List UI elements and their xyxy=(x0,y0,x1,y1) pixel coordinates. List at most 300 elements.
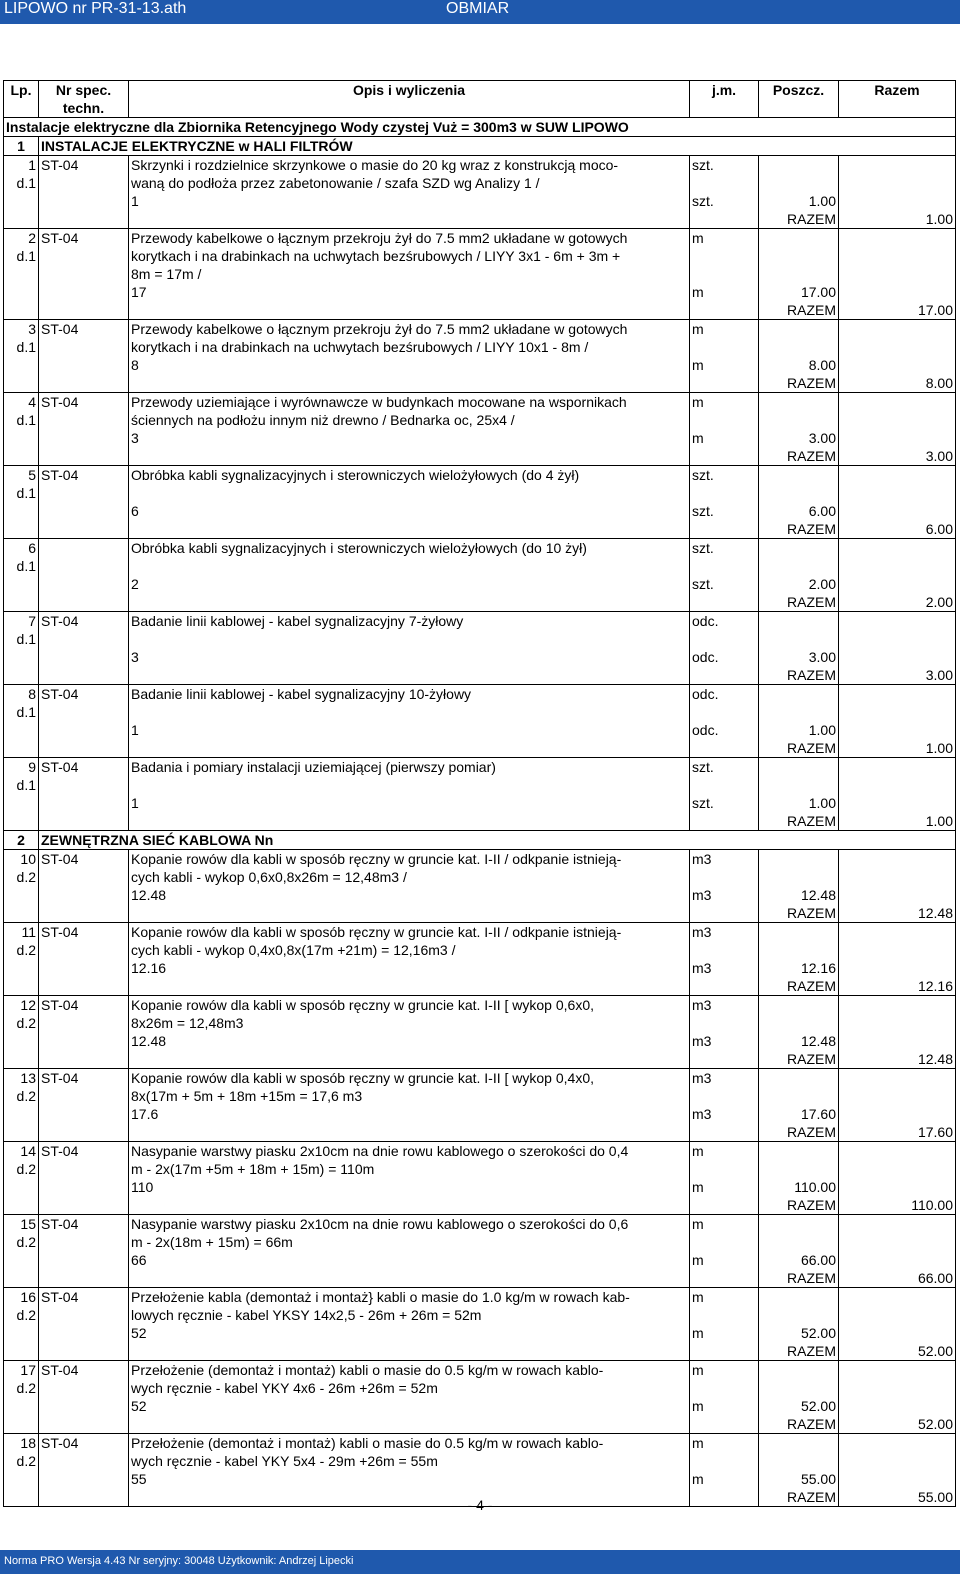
item-desc-row xyxy=(4,411,956,429)
calc-expression: 110 xyxy=(129,1178,690,1196)
item-desc-line: ściennych na podłożu innym niż drewno / Bednarka oc, 25x4 / xyxy=(129,411,690,429)
item-desc-line xyxy=(129,776,690,794)
file-name: LIPOWO nr PR-31-13.ath xyxy=(4,0,187,17)
calc-row xyxy=(4,1324,956,1342)
item-unit: szt. xyxy=(690,539,759,558)
item-spec xyxy=(39,721,129,739)
item-lp: 12 xyxy=(4,996,39,1015)
item-desc-line: Badanie linii kablowej - kabel sygnalizacyjny 7-żyłowy xyxy=(129,612,690,631)
empty-cell xyxy=(839,575,956,593)
empty-cell xyxy=(839,247,956,265)
item-unit: odc. xyxy=(690,685,759,704)
item-lp: d.1 xyxy=(4,174,39,192)
item-spec xyxy=(39,1233,129,1251)
calc-quantity: 52.00 xyxy=(759,1324,839,1342)
empty-cell xyxy=(4,1269,39,1288)
empty-cell xyxy=(129,1415,690,1434)
item-desc-line: cych kabli - wykop 0,6x0,8x26m = 12,48m3 / xyxy=(129,868,690,886)
razem-label: RAZEM xyxy=(759,904,839,923)
item-lp: d.2 xyxy=(4,1379,39,1397)
calc-expression: 3 xyxy=(129,648,690,666)
razem-total: 2.00 xyxy=(839,593,956,612)
empty-cell xyxy=(759,1288,839,1307)
item-lp: d.1 xyxy=(4,411,39,429)
empty-cell xyxy=(839,1361,956,1380)
item-spec xyxy=(39,484,129,502)
item-lp: 1 xyxy=(4,156,39,175)
empty-cell xyxy=(129,904,690,923)
item-desc-row xyxy=(4,174,956,192)
empty-cell xyxy=(759,247,839,265)
item-desc-line: wych ręcznie - kabel YKY 4x6 - 26m +26m = 52m xyxy=(129,1379,690,1397)
sum-row xyxy=(4,666,956,685)
empty-cell xyxy=(759,229,839,248)
calc-unit: m xyxy=(690,356,759,374)
item-spec: ST-04 xyxy=(39,1288,129,1307)
item-spec xyxy=(39,1014,129,1032)
empty-cell xyxy=(759,466,839,485)
empty-cell xyxy=(759,758,839,777)
calc-row xyxy=(4,1032,956,1050)
calc-quantity: 12.48 xyxy=(759,1032,839,1050)
empty-cell xyxy=(759,1361,839,1380)
header-jm: j.m. xyxy=(690,81,759,118)
item-lp xyxy=(4,959,39,977)
empty-cell xyxy=(839,557,956,575)
item-lp: 9 xyxy=(4,758,39,777)
empty-cell xyxy=(839,648,956,666)
item-lp: d.1 xyxy=(4,703,39,721)
item-spec: ST-04 xyxy=(39,1069,129,1088)
razem-label: RAZEM xyxy=(759,520,839,539)
empty-cell xyxy=(839,1452,956,1470)
item-row xyxy=(4,758,956,777)
empty-cell xyxy=(129,374,690,393)
item-desc-line: Kopanie rowów dla kabli w sposób ręczny w gruncie kat. I-II / odkpanie istnieją- xyxy=(129,923,690,942)
item-lp: 18 xyxy=(4,1434,39,1453)
item-desc-line: 8m = 17m / xyxy=(129,265,690,283)
razem-label: RAZEM xyxy=(759,1196,839,1215)
item-lp: d.1 xyxy=(4,338,39,356)
item-spec xyxy=(39,1306,129,1324)
razem-total: 12.16 xyxy=(839,977,956,996)
item-lp xyxy=(4,886,39,904)
empty-cell xyxy=(759,411,839,429)
item-lp: d.2 xyxy=(4,868,39,886)
item-unit xyxy=(690,1233,759,1251)
item-unit: m xyxy=(690,1142,759,1161)
calc-unit: m3 xyxy=(690,959,759,977)
empty-cell xyxy=(839,1087,956,1105)
razem-label: RAZEM xyxy=(759,210,839,229)
item-lp: d.2 xyxy=(4,1014,39,1032)
item-spec: ST-04 xyxy=(39,850,129,869)
item-lp: d.1 xyxy=(4,630,39,648)
item-row xyxy=(4,923,956,942)
item-row xyxy=(4,685,956,704)
razem-total: 52.00 xyxy=(839,1415,956,1434)
item-unit xyxy=(690,557,759,575)
item-unit xyxy=(690,1160,759,1178)
item-unit: m xyxy=(690,229,759,248)
empty-cell xyxy=(129,812,690,831)
calc-quantity: 52.00 xyxy=(759,1397,839,1415)
empty-cell xyxy=(759,1233,839,1251)
razem-label: RAZEM xyxy=(759,593,839,612)
empty-cell xyxy=(759,1087,839,1105)
item-lp xyxy=(4,794,39,812)
item-spec xyxy=(39,776,129,794)
empty-cell xyxy=(759,941,839,959)
item-desc-line: korytkach i na drabinkach na uchwytach bezśrubowych / LIYY 3x1 - 6m + 3m + xyxy=(129,247,690,265)
empty-cell xyxy=(839,703,956,721)
header-spec xyxy=(39,81,129,118)
calc-row xyxy=(4,1105,956,1123)
empty-cell xyxy=(759,338,839,356)
empty-cell xyxy=(129,977,690,996)
item-spec xyxy=(39,411,129,429)
item-lp: 5 xyxy=(4,466,39,485)
empty-cell xyxy=(4,1196,39,1215)
calc-expression: 17.6 xyxy=(129,1105,690,1123)
calc-row xyxy=(4,283,956,301)
empty-cell xyxy=(839,265,956,283)
item-lp: 16 xyxy=(4,1288,39,1307)
calc-expression: 1 xyxy=(129,721,690,739)
item-unit: m xyxy=(690,320,759,339)
item-desc-line: Przełożenie kabla (demontaż i montaż} kabli o masie do 1.0 kg/m w rowach kab- xyxy=(129,1288,690,1307)
item-spec: ST-04 xyxy=(39,1361,129,1380)
item-unit xyxy=(690,1452,759,1470)
item-spec xyxy=(39,886,129,904)
header-desc: Opis i wyliczenia xyxy=(129,81,690,118)
calc-row xyxy=(4,794,956,812)
empty-cell xyxy=(839,850,956,869)
razem-label: RAZEM xyxy=(759,812,839,831)
calc-unit: m xyxy=(690,1397,759,1415)
item-unit xyxy=(690,247,759,265)
item-spec xyxy=(39,794,129,812)
razem-total: 55.00 xyxy=(839,1488,956,1507)
item-desc-row xyxy=(4,868,956,886)
calc-unit: m3 xyxy=(690,1105,759,1123)
item-unit xyxy=(690,484,759,502)
razem-label: RAZEM xyxy=(759,1488,839,1507)
calc-expression: 8 xyxy=(129,356,690,374)
empty-cell xyxy=(39,374,129,393)
razem-total: 12.48 xyxy=(839,904,956,923)
empty-cell xyxy=(839,1251,956,1269)
item-spec xyxy=(39,174,129,192)
calc-quantity: 1.00 xyxy=(759,192,839,210)
item-desc-line: Przewody uziemiające i wyrównawcze w budynkach mocowane na wspornikach xyxy=(129,393,690,412)
razem-total: 1.00 xyxy=(839,739,956,758)
item-desc-line: waną do podłoża przez zabetonowanie / szafa SZD wg Analizy 1 / xyxy=(129,174,690,192)
empty-cell xyxy=(39,1196,129,1215)
footer-text: Norma PRO Wersja 4.43 Nr seryjny: 30048 Użytkownik: Andrzej Lipecki xyxy=(4,1555,354,1567)
empty-cell xyxy=(690,1123,759,1142)
empty-cell xyxy=(839,1397,956,1415)
item-spec: ST-04 xyxy=(39,156,129,175)
item-unit xyxy=(690,941,759,959)
razem-total: 110.00 xyxy=(839,1196,956,1215)
empty-cell xyxy=(839,320,956,339)
empty-cell xyxy=(839,1324,956,1342)
calc-expression: 1 xyxy=(129,192,690,210)
item-row xyxy=(4,1434,956,1453)
sum-row xyxy=(4,1196,956,1215)
empty-cell xyxy=(39,1269,129,1288)
empty-cell xyxy=(759,1434,839,1453)
item-desc-line: Nasypanie warstwy piasku 2x10cm na dnie rowu kablowego o szerokości do 0,4 xyxy=(129,1142,690,1161)
calc-row xyxy=(4,1397,956,1415)
item-unit xyxy=(690,703,759,721)
empty-cell xyxy=(839,338,956,356)
item-row xyxy=(4,850,956,869)
item-desc-line: m - 2x(18m + 15m) = 66m xyxy=(129,1233,690,1251)
empty-cell xyxy=(839,1069,956,1088)
empty-cell xyxy=(129,1050,690,1069)
item-unit: m xyxy=(690,1434,759,1453)
footer-bar xyxy=(0,1550,960,1574)
calc-expression: 3 xyxy=(129,429,690,447)
calc-row xyxy=(4,721,956,739)
item-lp: 7 xyxy=(4,612,39,631)
item-desc-row xyxy=(4,1160,956,1178)
empty-cell xyxy=(759,685,839,704)
item-desc-line: m - 2x(17m +5m + 18m + 15m) = 110m xyxy=(129,1160,690,1178)
item-spec: ST-04 xyxy=(39,229,129,248)
empty-cell xyxy=(839,466,956,485)
item-desc-row xyxy=(4,703,956,721)
calc-expression: 12.48 xyxy=(129,1032,690,1050)
main-title-row xyxy=(4,118,956,137)
razem-total: 3.00 xyxy=(839,666,956,685)
item-unit: m xyxy=(690,1288,759,1307)
calc-unit: szt. xyxy=(690,575,759,593)
razem-total: 17.00 xyxy=(839,301,956,320)
razem-label: RAZEM xyxy=(759,1269,839,1288)
empty-cell xyxy=(4,666,39,685)
item-lp: 15 xyxy=(4,1215,39,1234)
sum-row xyxy=(4,593,956,612)
empty-cell xyxy=(839,868,956,886)
item-unit: szt. xyxy=(690,156,759,175)
empty-cell xyxy=(759,850,839,869)
empty-cell xyxy=(4,1342,39,1361)
item-desc-row xyxy=(4,247,956,265)
empty-cell xyxy=(4,1415,39,1434)
empty-cell xyxy=(4,447,39,466)
calc-expression: 52 xyxy=(129,1397,690,1415)
calc-unit: m xyxy=(690,283,759,301)
item-desc-line xyxy=(129,703,690,721)
item-row xyxy=(4,229,956,248)
empty-cell xyxy=(39,666,129,685)
item-unit: m xyxy=(690,1215,759,1234)
item-unit: szt. xyxy=(690,758,759,777)
empty-cell xyxy=(839,1178,956,1196)
item-desc-row xyxy=(4,1452,956,1470)
empty-cell xyxy=(759,1215,839,1234)
empty-cell xyxy=(39,520,129,539)
razem-label: RAZEM xyxy=(759,1123,839,1142)
item-unit xyxy=(690,1014,759,1032)
empty-cell xyxy=(4,812,39,831)
item-desc-line xyxy=(129,557,690,575)
page-number: - 4 - xyxy=(467,1497,493,1513)
item-desc-row xyxy=(4,1306,956,1324)
calc-row xyxy=(4,575,956,593)
empty-cell xyxy=(4,904,39,923)
empty-cell xyxy=(759,1069,839,1088)
item-lp: 10 xyxy=(4,850,39,869)
empty-cell xyxy=(759,539,839,558)
item-unit: m3 xyxy=(690,1069,759,1088)
sum-row xyxy=(4,1050,956,1069)
item-desc-line: Obróbka kabli sygnalizacyjnych i sterowniczych wielożyłowych (do 4 żył) xyxy=(129,466,690,485)
empty-cell xyxy=(4,210,39,229)
sum-row xyxy=(4,210,956,229)
calc-quantity: 1.00 xyxy=(759,794,839,812)
document-title: OBMIAR xyxy=(446,0,510,17)
item-unit xyxy=(690,174,759,192)
item-spec xyxy=(39,630,129,648)
empty-cell xyxy=(839,1379,956,1397)
empty-cell xyxy=(39,1123,129,1142)
item-lp: 2 xyxy=(4,229,39,248)
item-spec: ST-04 xyxy=(39,1215,129,1234)
calc-quantity: 6.00 xyxy=(759,502,839,520)
item-desc-line: Skrzynki i rozdzielnice skrzynkowe o masie do 20 kg wraz z konstrukcją moco- xyxy=(129,156,690,175)
item-spec xyxy=(39,338,129,356)
empty-cell xyxy=(839,1142,956,1161)
empty-cell xyxy=(690,1342,759,1361)
item-desc-line: Badania i pomiary instalacji uziemiającej (pierwszy pomiar) xyxy=(129,758,690,777)
item-unit: m3 xyxy=(690,923,759,942)
calc-unit: m xyxy=(690,1178,759,1196)
empty-cell xyxy=(129,1123,690,1142)
empty-cell xyxy=(839,393,956,412)
section-title: ZEWNĘTRZNA SIEĆ KABLOWA Nn xyxy=(39,831,956,850)
empty-cell xyxy=(839,1032,956,1050)
empty-cell xyxy=(839,1105,956,1123)
item-spec xyxy=(39,247,129,265)
item-spec xyxy=(39,1251,129,1269)
empty-cell xyxy=(39,593,129,612)
calc-quantity: 17.00 xyxy=(759,283,839,301)
section-row xyxy=(4,137,956,156)
item-desc-row xyxy=(4,1087,956,1105)
empty-cell xyxy=(759,484,839,502)
calc-quantity: 66.00 xyxy=(759,1251,839,1269)
calc-unit: m3 xyxy=(690,1032,759,1050)
razem-label: RAZEM xyxy=(759,739,839,758)
empty-cell xyxy=(690,593,759,612)
calc-row xyxy=(4,502,956,520)
empty-cell xyxy=(39,210,129,229)
razem-total: 8.00 xyxy=(839,374,956,393)
header-qty: Poszcz. xyxy=(759,81,839,118)
empty-cell xyxy=(690,447,759,466)
empty-cell xyxy=(39,1415,129,1434)
sum-row xyxy=(4,447,956,466)
empty-cell xyxy=(690,1050,759,1069)
empty-cell xyxy=(4,374,39,393)
empty-cell xyxy=(4,977,39,996)
empty-cell xyxy=(759,996,839,1015)
calc-quantity: 55.00 xyxy=(759,1470,839,1488)
empty-cell xyxy=(839,685,956,704)
calc-quantity: 110.00 xyxy=(759,1178,839,1196)
item-row xyxy=(4,612,956,631)
calc-unit: m xyxy=(690,1251,759,1269)
item-desc-line: Kopanie rowów dla kabli w sposób ręczny w gruncie kat. I-II [ wykop 0,6x0, xyxy=(129,996,690,1015)
empty-cell xyxy=(690,666,759,685)
empty-cell xyxy=(839,1470,956,1488)
item-lp xyxy=(4,1251,39,1269)
empty-cell xyxy=(839,156,956,175)
item-spec: ST-04 xyxy=(39,1434,129,1453)
empty-cell xyxy=(759,612,839,631)
empty-cell xyxy=(39,739,129,758)
sum-row xyxy=(4,812,956,831)
empty-cell xyxy=(690,1415,759,1434)
sum-row xyxy=(4,1123,956,1142)
empty-cell xyxy=(839,1160,956,1178)
item-spec xyxy=(39,959,129,977)
item-desc-row xyxy=(4,484,956,502)
empty-cell xyxy=(4,1050,39,1069)
empty-cell xyxy=(690,1196,759,1215)
item-unit xyxy=(690,630,759,648)
empty-cell xyxy=(129,301,690,320)
calc-unit: szt. xyxy=(690,502,759,520)
item-desc-line: cych kabli - wykop 0,4x0,8x(17m +21m) = 12,16m3 / xyxy=(129,941,690,959)
section-row xyxy=(4,831,956,850)
sum-row xyxy=(4,739,956,758)
empty-cell xyxy=(129,666,690,685)
item-row xyxy=(4,1215,956,1234)
empty-cell xyxy=(839,758,956,777)
item-spec: ST-04 xyxy=(39,612,129,631)
item-spec xyxy=(39,429,129,447)
cost-table xyxy=(3,80,956,1507)
empty-cell xyxy=(129,593,690,612)
empty-cell xyxy=(839,1288,956,1307)
calc-row xyxy=(4,356,956,374)
empty-cell xyxy=(839,1233,956,1251)
empty-cell xyxy=(759,776,839,794)
item-spec xyxy=(39,1160,129,1178)
window-title-bar xyxy=(0,0,960,24)
calc-expression: 2 xyxy=(129,575,690,593)
item-desc-line xyxy=(129,484,690,502)
item-spec xyxy=(39,192,129,210)
calc-quantity: 12.16 xyxy=(759,959,839,977)
empty-cell xyxy=(839,941,956,959)
empty-cell xyxy=(839,923,956,942)
razem-total: 6.00 xyxy=(839,520,956,539)
empty-cell xyxy=(39,447,129,466)
calc-row xyxy=(4,1470,956,1488)
empty-cell xyxy=(759,1142,839,1161)
razem-total: 17.60 xyxy=(839,1123,956,1142)
empty-cell xyxy=(129,520,690,539)
sum-row xyxy=(4,904,956,923)
sum-row xyxy=(4,1269,956,1288)
item-lp: d.2 xyxy=(4,1452,39,1470)
